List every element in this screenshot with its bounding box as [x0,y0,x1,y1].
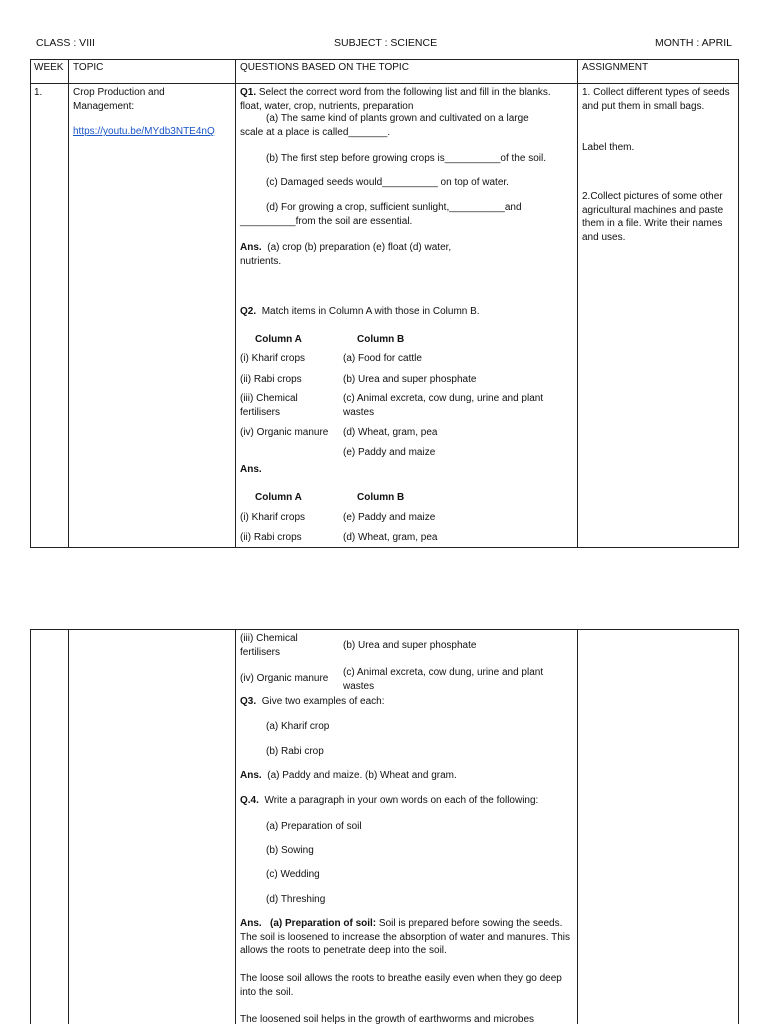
q4-answer-para-3: The loosened soil helps in the growth of earthworms and microbes [240,1014,535,1025]
col-header-week: WEEK [34,62,64,73]
q1-a: (a) The same kind of plants grown and cultivated on a large [266,113,529,124]
class-label: CLASS : VIII [36,37,95,49]
q2-ans-col-a-header: Column A [255,492,302,503]
q4-ans-head: (a) Preparation of soil: [270,918,377,929]
q2-row-2-a: (ii) Rabi crops [240,374,302,385]
col-header-questions: QUESTIONS BASED ON THE TOPIC [240,62,409,73]
q2-ans-label: Ans. [240,464,262,475]
q4-text: Write a paragraph in your own words on each of the following: [264,795,539,806]
q4-answer-para-1 [240,917,570,958]
assignment-1: 1. Collect different types of seeds and put them in small bags. [582,87,730,112]
q1-label: Q1. [240,87,257,98]
q2-ans-row-4-a: (iv) Organic manure [240,673,329,684]
week-number: 1. [34,87,43,98]
q3-ans-label: Ans. [240,770,262,781]
month-label: MONTH : APRIL [655,37,733,49]
assignment-2: 2.Collect pictures of some other agricultural machines and paste them in a file. Write their names and uses. [582,191,724,243]
q4-item-d: (d) Threshing [266,894,326,905]
q2-row-3-a: (iii) Chemical fertilisers [240,393,298,418]
q2-col-b-header: Column B [357,334,405,345]
q2-question [240,305,480,319]
q2-ans-row-1-a: (i) Kharif crops [240,512,306,523]
q1-c: (c) Damaged seeds would__________ on top of water. [266,177,509,188]
q4-item-c: (c) Wedding [266,869,320,880]
q4-answer-para-2: The loose soil allows the roots to breathe easily even when they go deep into the soil. [240,973,562,998]
subject-label: SUBJECT : SCIENCE [334,37,438,49]
topic-title: Crop Production and Management: [73,87,165,112]
topic-video-link[interactable]: https://youtu.be/MYdb3NTE4nQ [73,126,215,137]
q4-ans-p1: Soil is prepared before sowing the seeds. The soil is loosened to increase the absorption of water and manures. This allows the roots to penetrate deep into the soil. [240,918,570,956]
q2-label: Q2. [240,306,257,317]
q2-row-3-b: (c) Animal excreta, cow dung, urine and plant wastes [343,393,544,418]
q2-ans-row-3-a: (iii) Chemical fertilisers [240,633,298,658]
q2-row-4-a: (iv) Organic manure [240,427,329,438]
q3-ans-text: (a) Paddy and maize. (b) Wheat and gram. [267,770,457,781]
assignment-1-label: Label them. [582,142,635,153]
q1-b: (b) The first step before growing crops is__________of the soil. [266,153,546,164]
q2-col-a-header: Column A [255,334,302,345]
q1-answer-2: nutrients. [240,256,282,267]
q2-row-1-a: (i) Kharif crops [240,353,306,364]
q2-row-1-b: (a) Food for cattle [343,353,422,364]
q4-ans-label: Ans. [240,918,262,929]
q1-answer [240,241,451,255]
q3-question [240,695,385,709]
q1-question [240,86,570,113]
q3-a: (a) Kharif crop [266,721,330,732]
q1-d: (d) For growing a crop, sufficient sunlight,__________and [266,202,522,213]
q3-text: Give two examples of each: [261,696,385,707]
q2-ans-row-1-b: (e) Paddy and maize [343,512,436,523]
q2-row-4-b: (d) Wheat, gram, pea [343,427,438,438]
q2-text: Match items in Column A with those in Column B. [261,306,480,317]
q2-ans-row-2-b: (d) Wheat, gram, pea [343,532,438,543]
q3-b: (b) Rabi crop [266,746,324,757]
col-header-topic: TOPIC [73,62,104,73]
q2-row-5-b: (e) Paddy and maize [343,447,436,458]
q4-question [240,794,538,808]
q2-ans-row-2-a: (ii) Rabi crops [240,532,302,543]
q3-label: Q3. [240,696,257,707]
q1-ans-label: Ans. [240,242,262,253]
q4-label: Q.4. [240,795,259,806]
col-header-assignment: ASSIGNMENT [582,62,649,73]
q2-ans-row-3-b: (b) Urea and super phosphate [343,640,477,651]
q1-a2: scale at a place is called_______. [240,127,391,138]
q4-item-b: (b) Sowing [266,845,314,856]
q1-ans-text: (a) crop (b) preparation (e) float (d) water, [267,242,452,253]
q2-ans-col-b-header: Column B [357,492,405,503]
q2-ans-row-4-b: (c) Animal excreta, cow dung, urine and plant wastes [343,667,544,692]
q1-text: Select the correct word from the following list and fill in the blanks. float, water, crop, nutrients, preparation [240,87,551,112]
q1-d2: __________from the soil are essential. [240,216,413,227]
q4-item-a: (a) Preparation of soil [266,821,362,832]
q2-row-2-b: (b) Urea and super phosphate [343,374,477,385]
q3-answer [240,769,457,783]
